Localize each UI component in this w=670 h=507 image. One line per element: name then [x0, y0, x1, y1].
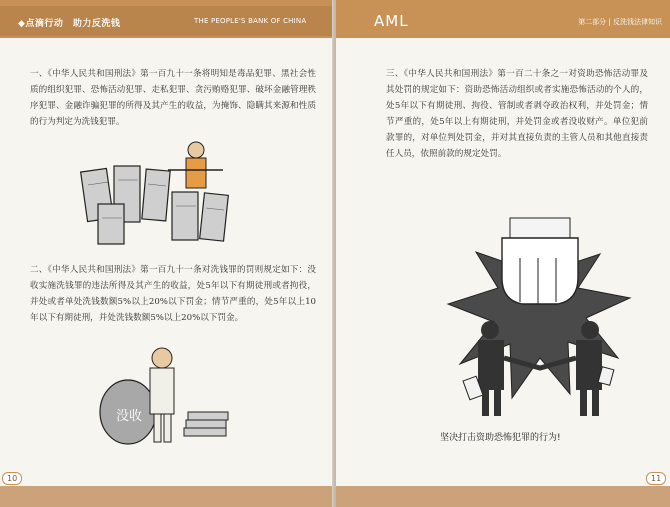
article-120-terror-financing: 三、《中华人民共和国刑法》第一百二十条之一对资助恐怖活动罪及其处罚的规定如下：资助恐怖活动组织或者实施恐怖活动的个人的，处5年以下有期徒刑、拘役、管制或者剥夺政治权利，并处罚金；情节严重的，处5年以上有期徒刑，并处罚金或者没收财产。单位犯前款罪的，对单位判处罚金，并对其直接负责的主管人员和其他直接责任人员，依照前款的规定处罚。 [386, 69, 648, 159]
article-191-definition: 一、《中华人民共和国刑法》第一百九十一条将明知是毒品犯罪、黑社会性质的组织犯罪、恐怖活动犯罪、走私犯罪、贪污贿赂犯罪、破坏金融管理秩序犯罪、金融诈骗犯罪的所得及其产生的收益，为掩饰、隐瞒其来源和性质的行为判定为洗钱犯罪。 [30, 69, 316, 127]
chapter-label: 第二部分 | 反洗钱法律知识 [578, 18, 662, 26]
left-page-number: 10 [2, 472, 22, 485]
confiscation-illustration [98, 340, 238, 450]
left-footer-band [0, 486, 334, 507]
article-191-penalties: 二、《中华人民共和国刑法》第一百九十一条对洗钱罪的罚则规定如下：没收实施洗钱罪的违法所得及其产生的收益，处5年以下有期徒刑或者拘役，并处或者单处洗钱数额5%以上20%以下罚金；情节严重的，处5年以上10年以下有期徒刑，并处洗钱数额5%以上20%以下罚金。 [30, 265, 316, 323]
bag-label: 没收 [116, 409, 143, 424]
money-stacks-illustration [78, 140, 238, 250]
left-header-english: THE PEOPLE'S BANK OF CHINA [194, 17, 307, 25]
left-header-band [0, 0, 334, 38]
right-header-band [336, 0, 670, 38]
aml-label: AML [374, 12, 409, 30]
left-header-title: ◆点滴行动 助力反洗钱 [18, 19, 121, 29]
illustration-caption: 坚决打击资助恐怖犯罪的行为! [440, 433, 561, 443]
right-footer-band [336, 486, 670, 507]
right-page-number: 11 [646, 472, 666, 485]
fist-handshake-illustration [440, 218, 640, 428]
